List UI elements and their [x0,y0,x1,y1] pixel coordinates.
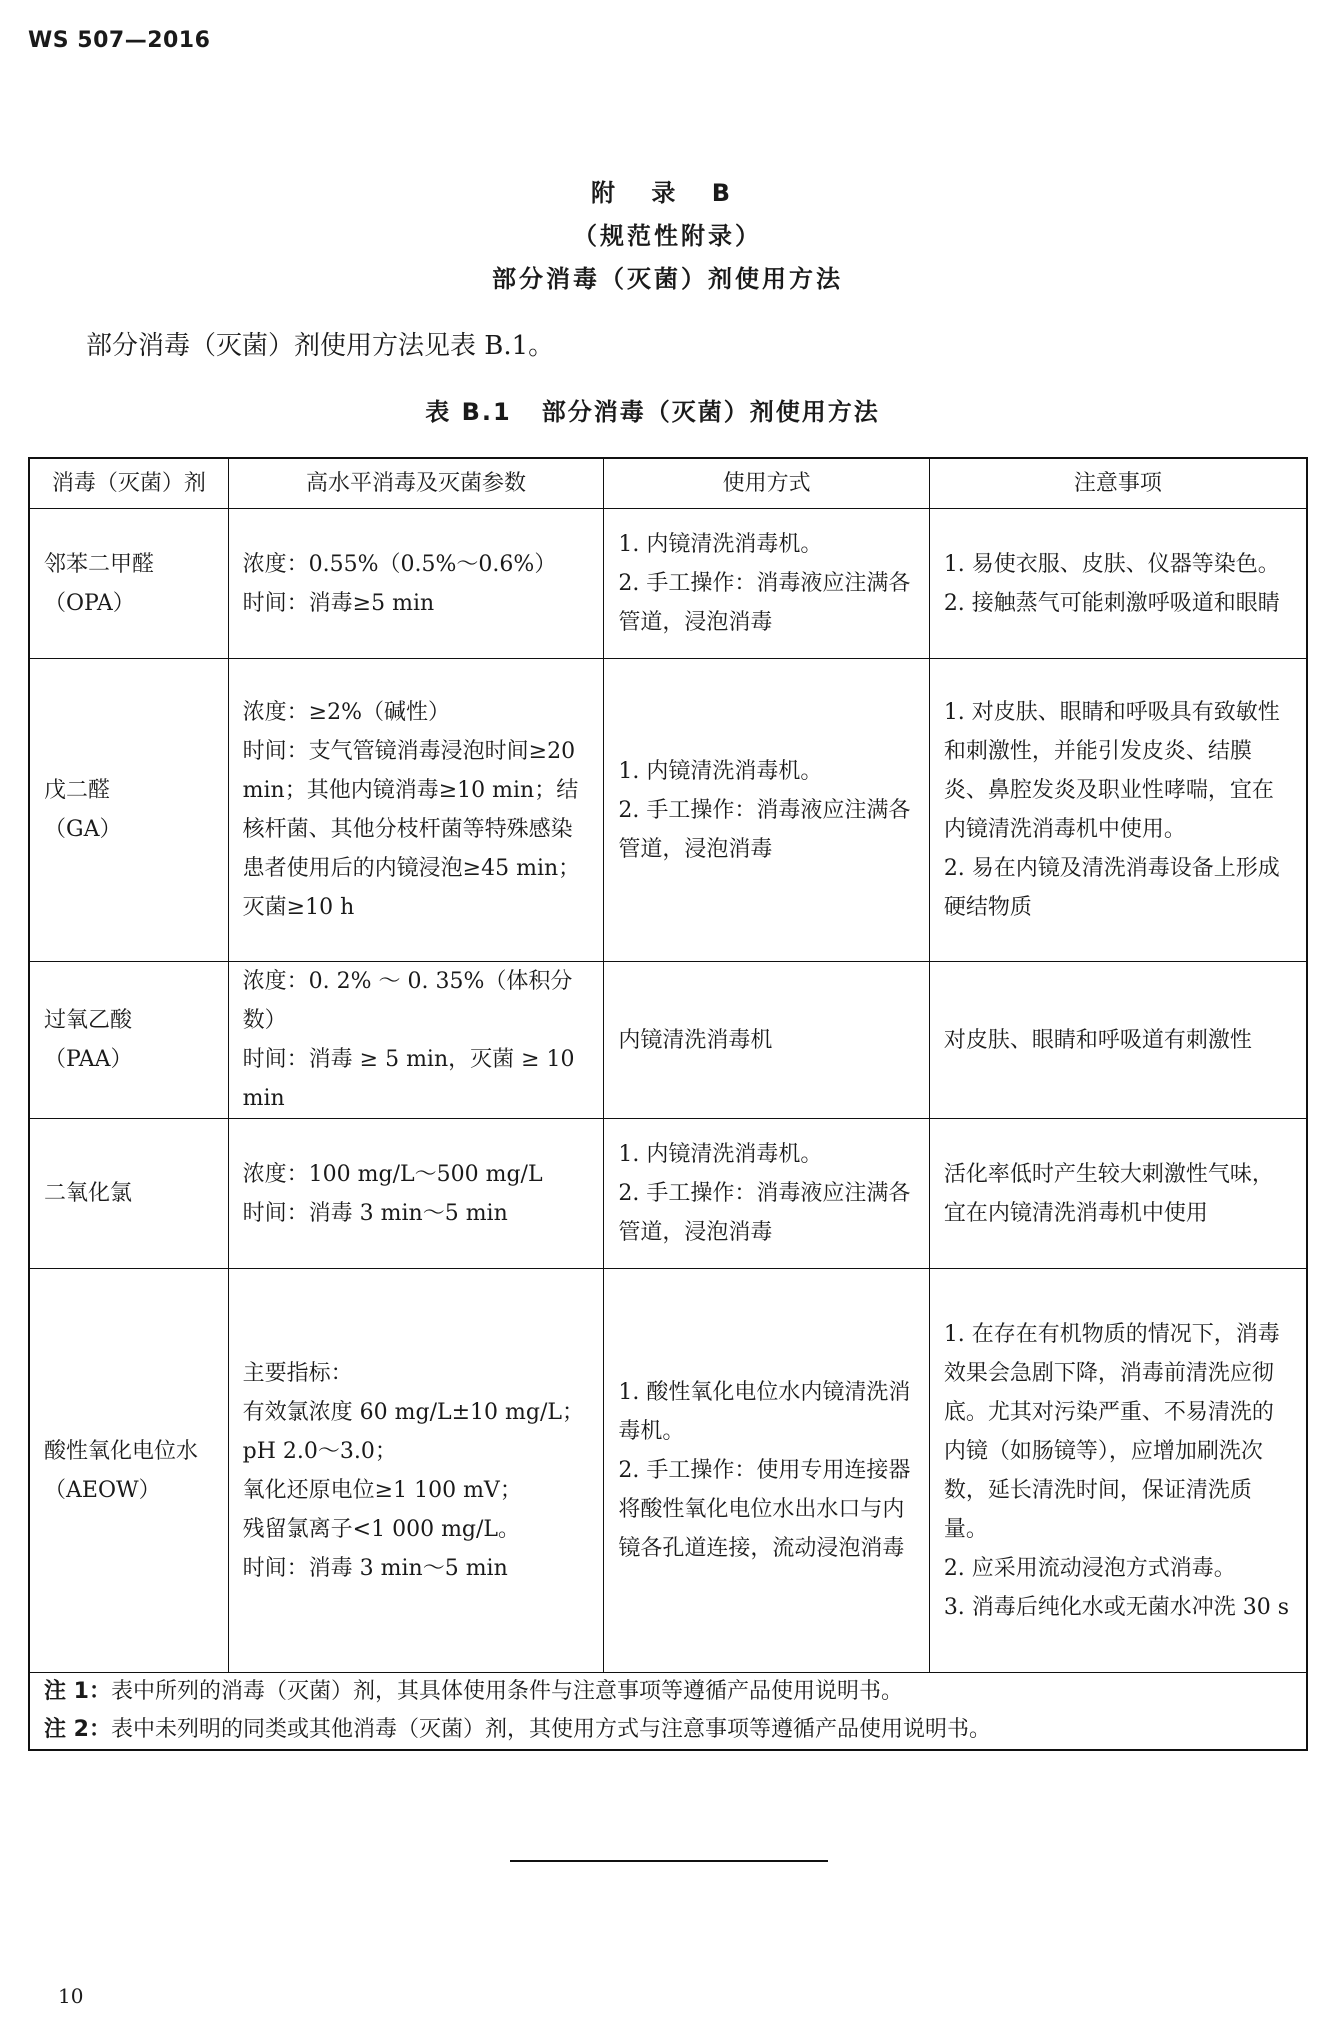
note-line: 2. 应采用流动浸泡方式消毒。 [943,1555,1236,1581]
note-line: 1. 在存在有机物质的情况下，消毒效果会急剧下降，消毒前清洗应彻底。尤其对污染严重、不易清洗的内镜（如肠镜等），应增加刷洗次数，延长清洗时间，保证清洗质量。 [943,1321,1280,1542]
cell-agent [29,1269,228,1673]
header-agent: 消毒（灭菌）剂 [29,458,228,509]
cell-params [228,1269,604,1673]
usage-line: 1. 酸性氧化电位水内镜清洗消毒机。 [618,1380,911,1444]
table-row-chlorine-dioxide [29,1119,1307,1269]
table-header-row [29,458,1307,509]
disinfectant-table [28,457,1308,1751]
appendix-type: （规范性附录） [573,222,762,250]
usage-line: 1. 内镜清洗消毒机。 [618,758,823,784]
agent-abbr: （GA） [44,817,122,842]
header-usage: 使用方式 [604,458,929,509]
appendix-title: 部分消毒（灭菌）剂使用方法 [492,265,843,293]
param-line: 时间：消毒 3 min～5 min [242,1200,508,1226]
cell-usage [604,509,929,659]
cell-notes [929,962,1307,1119]
usage-line: 2. 手工操作：消毒液应注满各管道，浸泡消毒 [618,797,911,862]
cell-params [228,659,604,962]
table-row-ga [29,659,1307,962]
usage-line: 1. 内镜清洗消毒机。 [618,1142,823,1167]
cell-agent [29,962,228,1119]
agent-name: 戊二醛 [44,778,111,803]
cell-agent [29,509,228,659]
usage-line: 2. 手工操作：使用专用连接器将酸性氧化电位水出水口与内镜各孔道连接，流动浸泡消毒 [618,1458,911,1561]
header-notes: 注意事项 [929,458,1307,509]
param-line: 残留氯离子<1 000 mg/L。 [242,1516,521,1542]
table-footnotes-row [29,1673,1307,1751]
cell-params [228,962,604,1119]
footnote-label: 注 1： [44,1679,111,1704]
footnote-text: 表中所列的消毒（灭菌）剂，其具体使用条件与注意事项等遵循产品使用说明书。 [110,1679,903,1704]
note-line: 1. 对皮肤、眼睛和呼吸具有致敏性和刺激性，并能引发皮炎、结膜炎、鼻腔发炎及职业性哮喘，宜在内镜清洗消毒机中使用。 [943,700,1280,842]
usage-line: 2. 手工操作：消毒液应注满各管道，浸泡消毒 [618,571,911,635]
param-line: 主要指标： [242,1360,353,1386]
cell-params [228,1119,604,1269]
param-line: 浓度：≥2%（碱性） [242,700,450,725]
page-number: 10 [58,1984,84,2008]
agent-abbr: （OPA） [44,590,135,616]
agent-name: 邻苯二甲醛 [44,551,155,577]
end-rule [510,1860,828,1862]
standard-code-header: WS 507—2016 [28,28,211,53]
param-line: 浓度：0.55%（0.5%～0.6%） [242,551,557,577]
intro-paragraph: 部分消毒（灭菌）剂使用方法见表 B.1。 [86,331,555,361]
table-caption-number: 表 B.1 [425,398,512,426]
cell-usage [604,962,929,1119]
table-row-paa [29,962,1307,1119]
appendix-label: 附 录 B [590,179,744,207]
usage-line: 2. 手工操作：消毒液应注满各管道，浸泡消毒 [618,1181,911,1245]
cell-usage [604,1119,929,1269]
agent-abbr: （AEOW） [44,1477,161,1503]
param-line: 时间：消毒 3 min～5 min [242,1555,508,1581]
agent-abbr: （PAA） [44,1047,133,1072]
param-line: 浓度：0. 2% ～ 0. 35%（体积分数） [242,969,573,1033]
usage-line: 内镜清洗消毒机 [618,1027,773,1053]
usage-line: 1. 内镜清洗消毒机。 [618,532,823,557]
note-line: 2. 接触蒸气可能刺激呼吸道和眼睛 [943,590,1280,616]
footnote [44,1711,1292,1749]
agent-name: 过氧乙酸 [44,1008,133,1033]
note-line: 3. 消毒后纯化水或无菌水冲洗 30 s [943,1594,1290,1620]
cell-agent [29,659,228,962]
cell-footnotes [29,1673,1307,1751]
param-line: 氧化还原电位≥1 100 mV； [242,1477,522,1503]
table-row-aeow [29,1269,1307,1673]
table-row-opa [29,509,1307,659]
param-line: 时间：消毒 ≥ 5 min，灭菌 ≥ 10 min [242,1047,575,1111]
cell-usage [604,1269,929,1673]
cell-agent [29,1119,228,1269]
header-params: 高水平消毒及灭菌参数 [228,458,604,509]
note-line: 2. 易在内镜及清洗消毒设备上形成硬结物质 [943,856,1280,920]
table-caption-title: 部分消毒（灭菌）剂使用方法 [541,398,880,426]
param-line: 时间：消毒≥5 min [242,590,435,616]
cell-usage [604,659,929,962]
param-line: 浓度：100 mg/L～500 mg/L [242,1161,543,1187]
param-line: 有效氯浓度 60 mg/L±10 mg/L； [242,1399,584,1425]
cell-notes [929,509,1307,659]
note-line: 1. 易使衣服、皮肤、仪器等染色。 [943,551,1280,577]
footnote [44,1673,1292,1711]
cell-params [228,509,604,659]
cell-notes [929,1119,1307,1269]
note-line: 活化率低时产生较大刺激性气味，宜在内镜清洗消毒机中使用 [943,1161,1274,1226]
table-caption [0,392,1335,427]
param-line: 时间：支气管镜消毒浸泡时间≥20 min；其他内镜消毒≥10 min；结核杆菌、其他分枝杆菌等特殊感染患者使用后的内镜浸泡≥45 min；灭菌≥10 h [242,739,581,920]
footnote-text: 表中未列明的同类或其他消毒（灭菌）剂，其使用方式与注意事项等遵循产品使用说明书。 [110,1717,991,1742]
param-line: pH 2.0～3.0； [242,1438,397,1464]
agent-name: 酸性氧化电位水 [44,1438,199,1464]
agent-name: 二氧化氯 [44,1181,133,1206]
cell-notes [929,659,1307,962]
note-line: 对皮肤、眼睛和呼吸道有刺激性 [943,1027,1252,1053]
cell-notes [929,1269,1307,1673]
footnote-label: 注 2： [44,1717,111,1742]
